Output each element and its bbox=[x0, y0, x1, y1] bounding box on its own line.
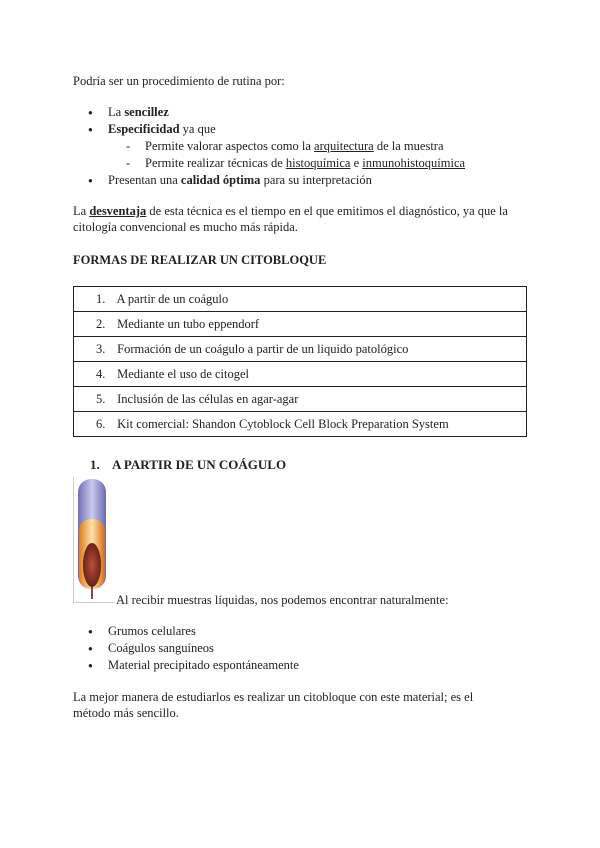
table-cell bbox=[74, 362, 527, 387]
underlined-text: histoquímica bbox=[285, 156, 351, 170]
table-cell bbox=[74, 287, 527, 312]
text: Permite valorar aspectos como la bbox=[145, 139, 315, 153]
item-number: 3. bbox=[96, 341, 106, 356]
list-item: ● Material precipitado espontáneamente bbox=[73, 657, 299, 674]
bold-underlined-text: desventaja bbox=[89, 204, 147, 218]
item-text: Formación de un coágulo a partir de un liquido patológico bbox=[117, 341, 409, 356]
recibir-text: Al recibir muestras líquidas, nos podemos encontrar naturalmente: bbox=[116, 593, 449, 607]
table-cell bbox=[74, 312, 527, 337]
section-number: 1. bbox=[90, 457, 100, 472]
text: La bbox=[108, 105, 125, 119]
list-item: ● Grumos celulares bbox=[73, 623, 299, 640]
found-list bbox=[73, 623, 299, 674]
list-item: ● Coágulos sanguíneos bbox=[73, 640, 299, 657]
text: e bbox=[350, 156, 363, 170]
table-row bbox=[74, 287, 527, 312]
list-item bbox=[73, 104, 533, 121]
test-tube-icon bbox=[74, 477, 114, 602]
table-row bbox=[74, 387, 527, 412]
table-row bbox=[74, 362, 527, 387]
text: Permite realizar técnicas de bbox=[145, 156, 286, 170]
item-number: 2. bbox=[96, 316, 106, 331]
sub-list-item bbox=[108, 138, 533, 155]
item-number: 1. bbox=[96, 291, 106, 306]
section-heading bbox=[90, 457, 286, 473]
text: ya que bbox=[179, 122, 216, 136]
table-cell bbox=[74, 337, 527, 362]
item-number: 5. bbox=[96, 391, 106, 406]
reasons-list bbox=[73, 104, 533, 189]
text: de esta técnica es el tiempo en el que emitimos el diagnóstico, ya que la citología convencional es mucho más rápida. bbox=[73, 204, 508, 234]
text: de la muestra bbox=[373, 139, 444, 153]
item-text: Mediante un tubo eppendorf bbox=[117, 316, 260, 331]
table-cell bbox=[74, 412, 527, 437]
text: para su interpretación bbox=[260, 173, 372, 187]
methods-table bbox=[73, 286, 527, 437]
item-text: A partir de un coágulo bbox=[116, 291, 229, 306]
mejor-paragraph: La mejor manera de estudiarlos es realizar un citobloque con este material; es el método más sencillo. bbox=[73, 690, 474, 720]
table-row bbox=[74, 312, 527, 337]
table-cell bbox=[74, 387, 527, 412]
sub-list bbox=[108, 138, 533, 172]
formas-heading: FORMAS DE REALIZAR UN CITOBLOQUE bbox=[73, 253, 327, 267]
section-title: A PARTIR DE UN COÁGULO bbox=[112, 457, 287, 472]
underlined-text: inmunohistoquímica bbox=[362, 156, 466, 170]
bold-text: sencillez bbox=[124, 105, 169, 119]
table-row bbox=[74, 337, 527, 362]
text: Presentan una bbox=[108, 173, 181, 187]
bold-text: calidad óptima bbox=[180, 173, 261, 187]
item-text: Inclusión de las células en agar-agar bbox=[117, 391, 299, 406]
item-number: 6. bbox=[96, 416, 106, 431]
list-item bbox=[73, 121, 533, 172]
sub-list-item bbox=[108, 155, 533, 172]
list-item bbox=[73, 172, 533, 189]
item-text: Kit comercial: Shandon Cytoblock Cell Block Preparation System bbox=[117, 416, 449, 431]
bold-text: Especificidad bbox=[108, 122, 180, 136]
text: La bbox=[73, 204, 90, 218]
disadvantage-paragraph bbox=[73, 203, 533, 235]
table-row bbox=[74, 412, 527, 437]
underlined-text: arquitectura bbox=[314, 139, 374, 153]
intro-text: Podría ser un procedimiento de rutina por: bbox=[73, 74, 285, 88]
item-text: Mediante el uso de citogel bbox=[117, 366, 250, 381]
blood-tube-image bbox=[73, 477, 114, 603]
item-number: 4. bbox=[96, 366, 106, 381]
